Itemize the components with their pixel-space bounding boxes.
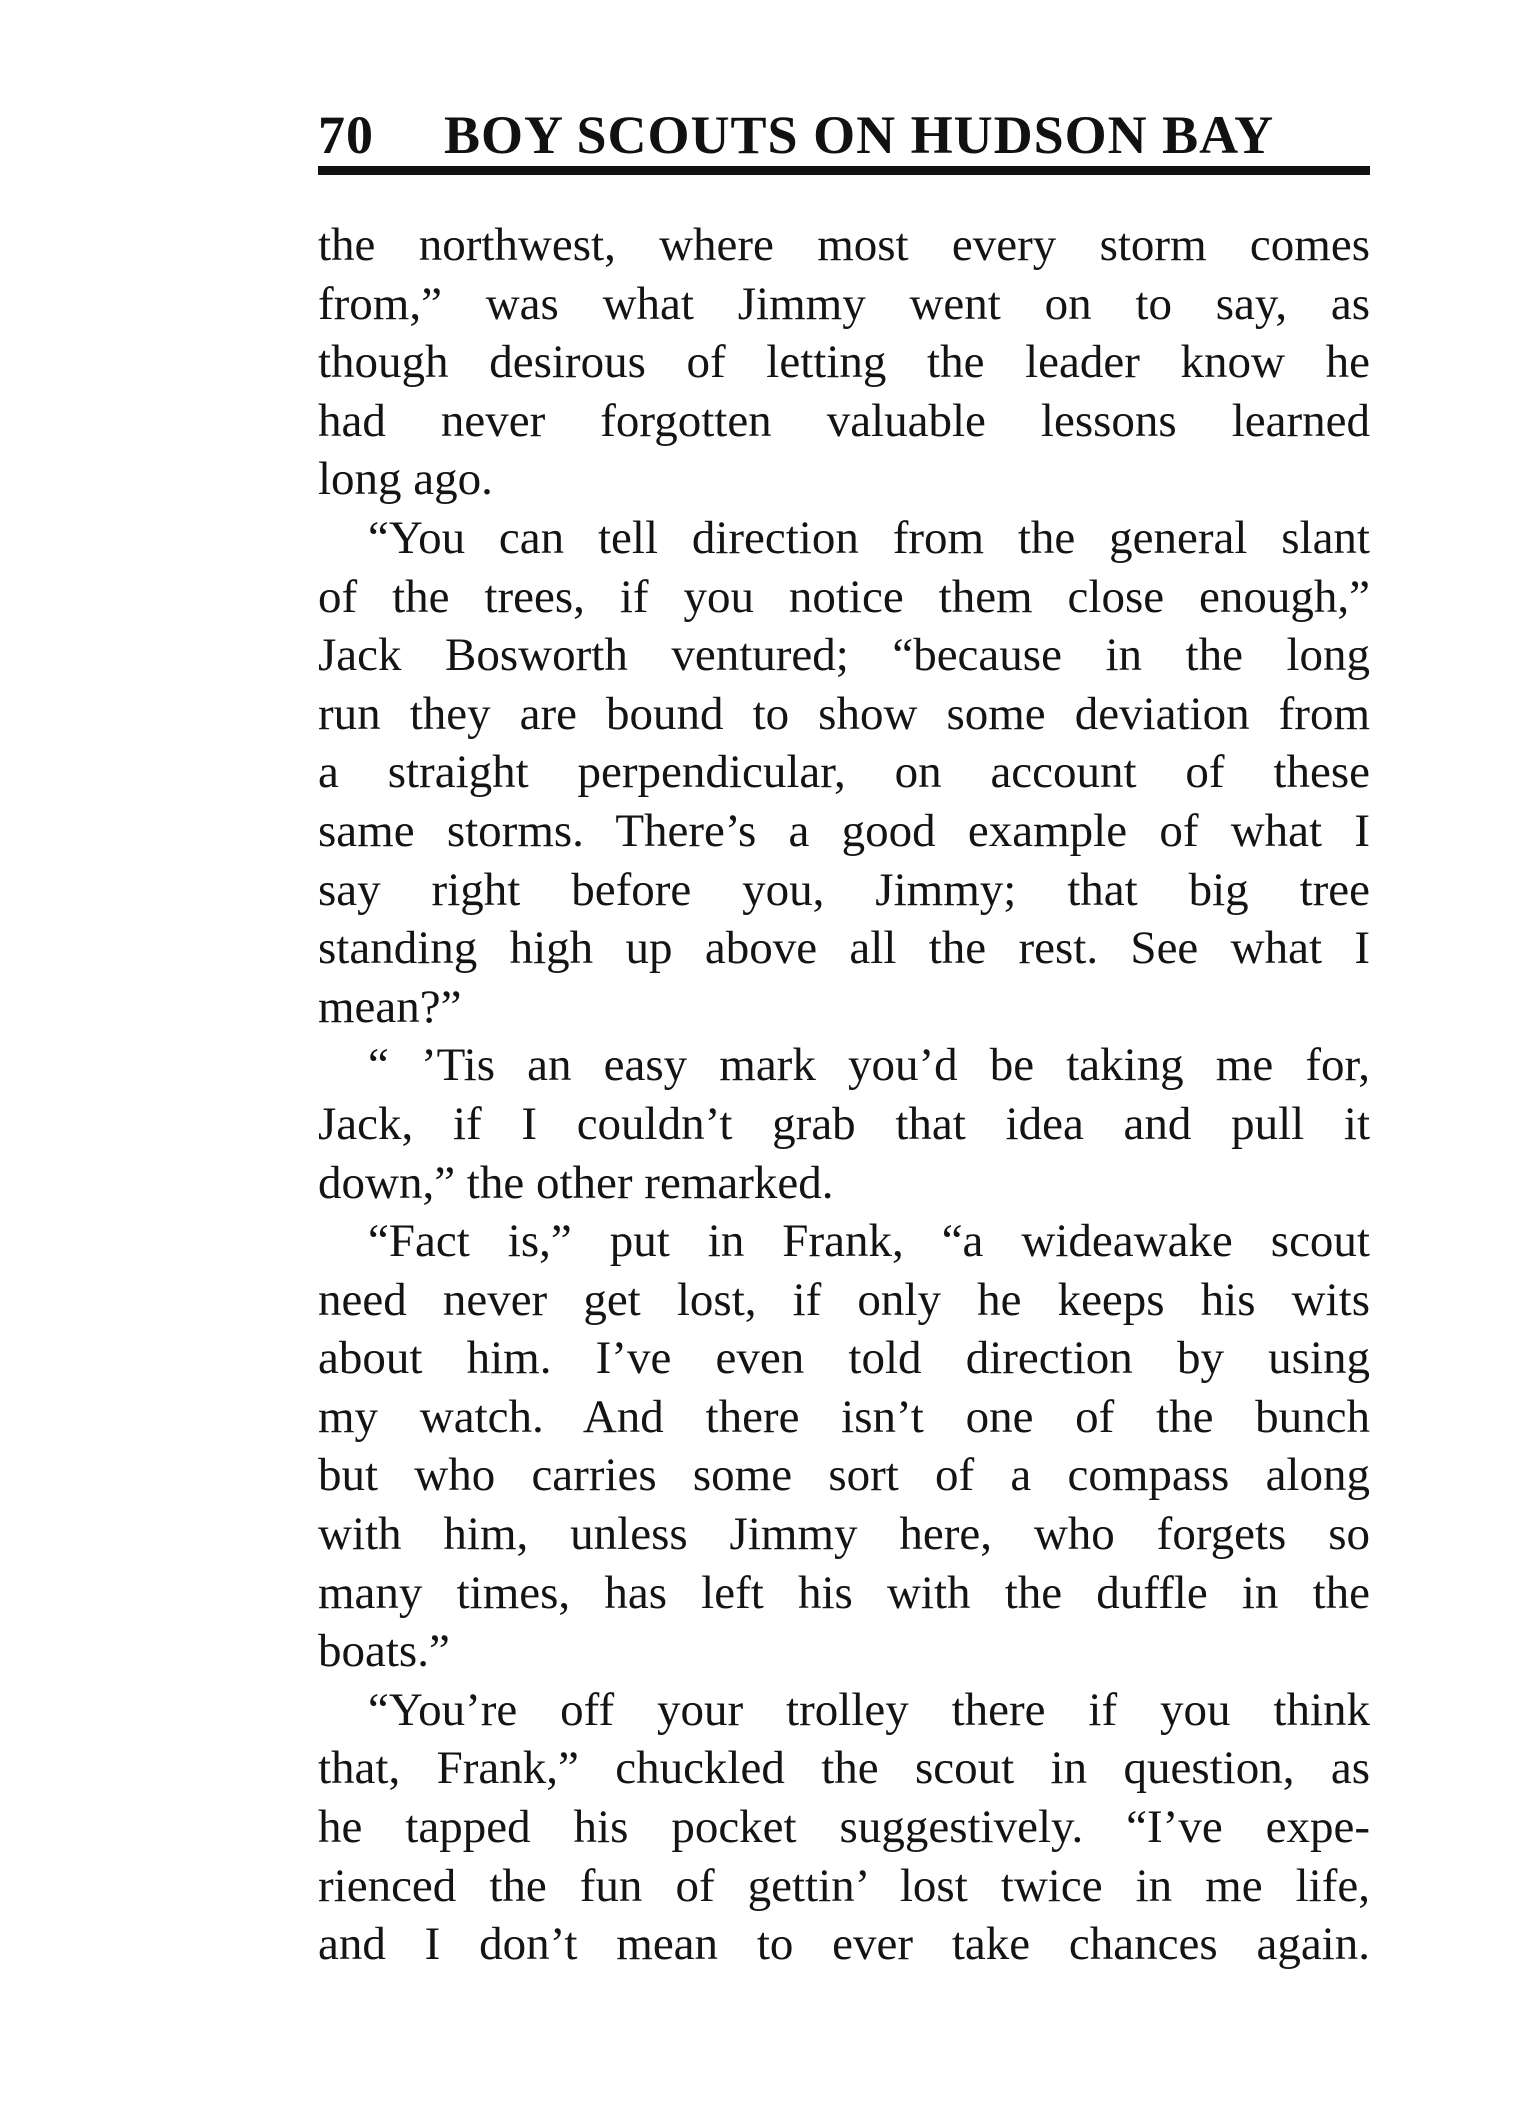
body-text bbox=[318, 216, 1370, 1974]
text-line: boats.” bbox=[318, 1625, 450, 1678]
running-head bbox=[318, 104, 1370, 174]
text-line: “You’re off your trolley there if you think bbox=[368, 1683, 1370, 1736]
text-line: though desirous of letting the leader know he bbox=[318, 336, 1370, 389]
book-title: BOY SCOUTS ON HUDSON BAY bbox=[444, 105, 1275, 165]
text-line: my watch. And there isn’t one of the bunch bbox=[318, 1390, 1370, 1443]
text-line: Jack Bosworth ventured; “because in the long bbox=[318, 629, 1370, 682]
text-line: down,” the other remarked. bbox=[318, 1156, 834, 1209]
text-line: “ ’Tis an easy mark you’d be taking me for, bbox=[368, 1039, 1370, 1092]
text-line: a straight perpendicular, on account of these bbox=[318, 746, 1370, 799]
text-line: standing high up above all the rest. See what I bbox=[318, 922, 1370, 975]
text-line: about him. I’ve even told direction by using bbox=[318, 1332, 1370, 1385]
text-line: from,” was what Jimmy went on to say, as bbox=[318, 277, 1370, 330]
text-line: mean?” bbox=[318, 980, 462, 1033]
text-line: need never get lost, if only he keeps his wits bbox=[318, 1273, 1370, 1326]
page-number: 70 bbox=[318, 105, 374, 165]
text-line: say right before you, Jimmy; that big tree bbox=[318, 863, 1370, 916]
text-line: with him, unless Jimmy here, who forgets so bbox=[318, 1508, 1370, 1561]
text-line: but who carries some sort of a compass along bbox=[318, 1449, 1370, 1502]
text-line: of the trees, if you notice them close enough,” bbox=[318, 570, 1370, 623]
text-line: run they are bound to show some deviation from bbox=[318, 687, 1370, 740]
text-line: Jack, if I couldn’t grab that idea and pull it bbox=[318, 1097, 1370, 1150]
header-rule bbox=[318, 166, 1370, 175]
text-line: “You can tell direction from the general slant bbox=[368, 511, 1370, 564]
text-line: and I don’t mean to ever take chances again. bbox=[318, 1918, 1370, 1971]
text-line: same storms. There’s a good example of what I bbox=[318, 804, 1370, 857]
text-line: that, Frank,” chuckled the scout in question, as bbox=[318, 1742, 1370, 1795]
text-line: rienced the fun of gettin’ lost twice in me life, bbox=[318, 1859, 1370, 1912]
text-line: he tapped his pocket suggestively. “I’ve expe- bbox=[318, 1801, 1370, 1854]
text-line: had never forgotten valuable lessons learned bbox=[318, 394, 1370, 447]
text-line: “Fact is,” put in Frank, “a wideawake scout bbox=[368, 1215, 1370, 1268]
text-line: many times, has left his with the duffle in the bbox=[318, 1566, 1370, 1619]
text-line: long ago. bbox=[318, 453, 493, 506]
text-line: the northwest, where most every storm comes bbox=[318, 219, 1370, 271]
